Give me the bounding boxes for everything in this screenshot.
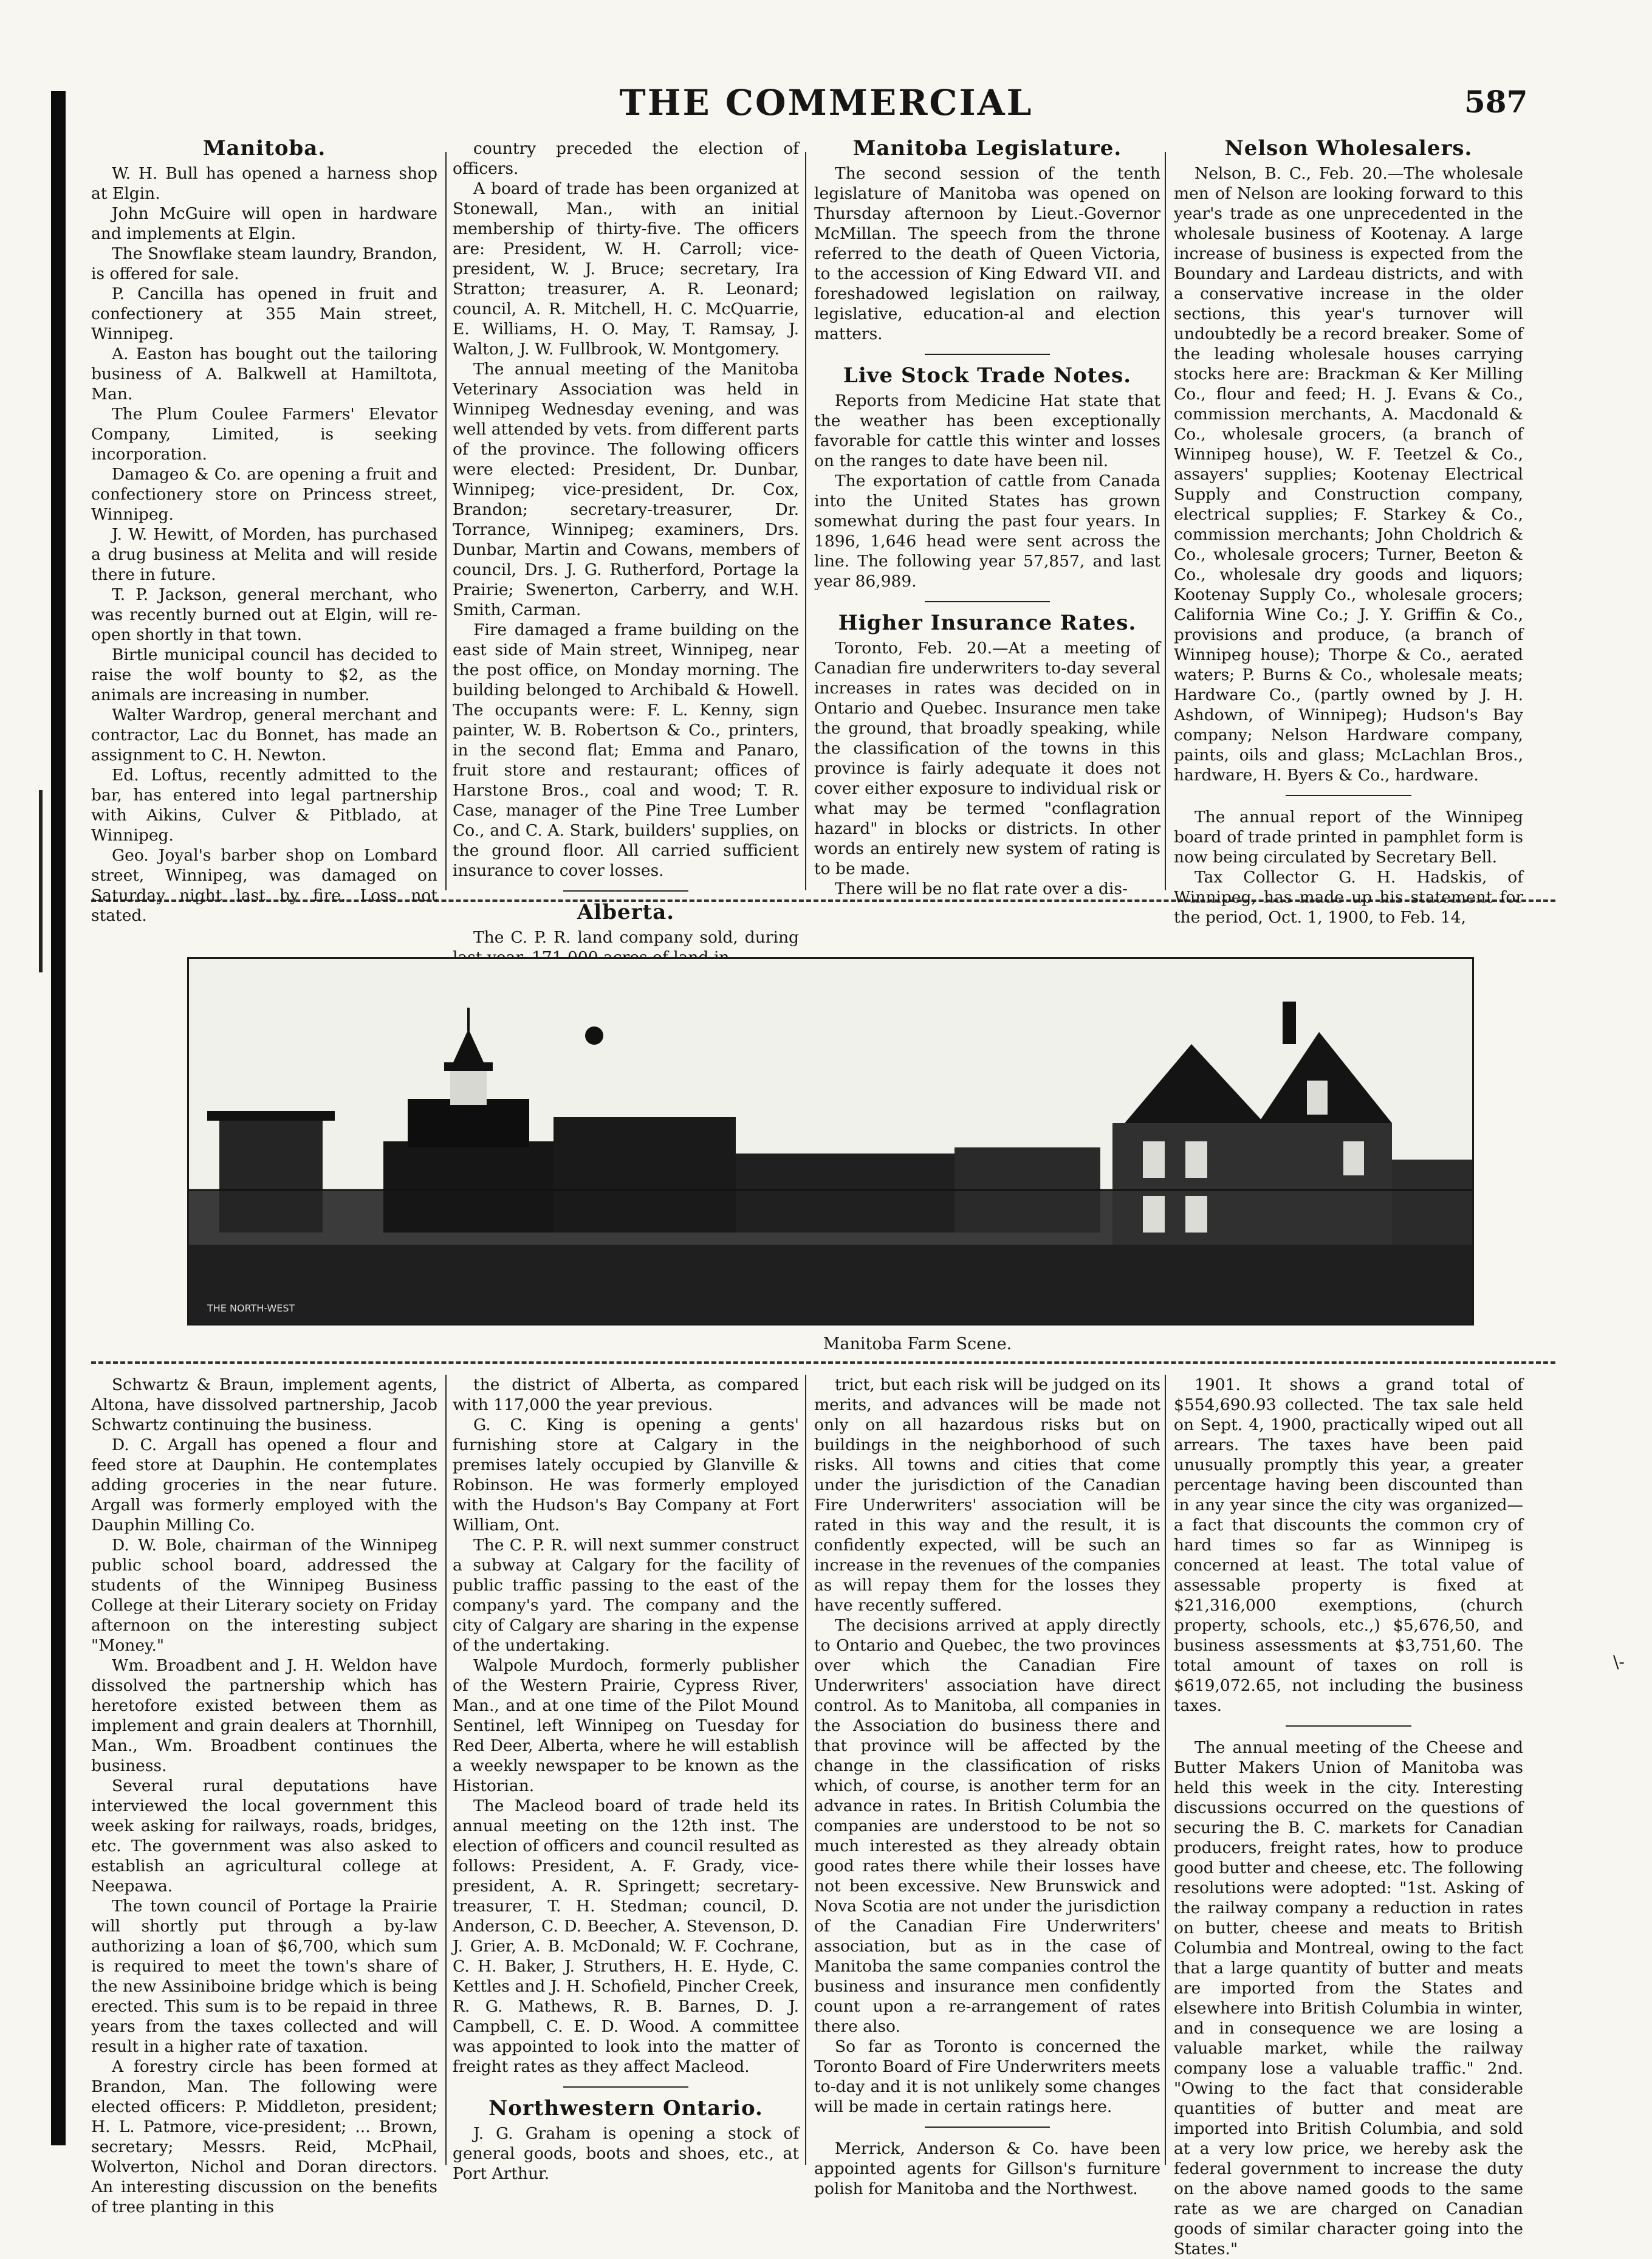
news-paragraph: Wm. Broadbent and J. H. Weldon have dissolved the partnership which has heretofore existed between them as implement and grain dealers at Thornhill, Man., Wm. Broadbent continues the business. — [91, 1656, 437, 1775]
photo-imprint: THE NORTH-WEST — [207, 1302, 295, 1314]
photo-caption: Manitoba Farm Scene. — [823, 1335, 1012, 1353]
article-column — [91, 1375, 437, 2216]
news-paragraph: D. W. Bole, chairman of the Winnipeg public school board, addressed the students of the Winnipeg Business College at their Literary society on Friday afternoon on the interesting subject "Money." — [91, 1536, 437, 1655]
news-paragraph: Toronto, Feb. 20.—At a meeting of Canadian fire underwriters to-day several increases in rates was decided on in Ontario and Quebec. Insurance men take the ground, that broadly speaking, while the classification of the towns in this province is fairly adequate it does not cover either exposure to individual risk or what may be termed "conflagration hazard" in blocks or districts. In other words an entirely new system of rating is to be made. — [814, 639, 1160, 878]
news-paragraph: J. W. Hewitt, of Morden, has purchased a drug business at Melita and will reside there in future. — [91, 525, 437, 584]
news-paragraph: Tax Collector G. H. Hadskis, of Winnipeg, has made up his statement for the period, Oct. 1, 1900, to Feb. 14, — [1174, 868, 1523, 927]
news-paragraph: P. Cancilla has opened in fruit and confectionery at 355 Main street, Winnipeg. — [91, 284, 437, 343]
news-paragraph: A board of trade has been organized at Stonewall, Man., with an initial membership of thirty-five. The officers are: President, W. H. Carroll; vice-president, W. J. Bruce; secretary, Ira Stratton; treasurer, A. R. Leonard; council, A. R. Mitchell, H. C. McQuarrie, E. Williams, H. O. May, T. Ramsay, J. Walton, J. W. Fullbrook, W. Montgomery. — [453, 179, 799, 359]
news-paragraph: Merrick, Anderson & Co. have been appointed agents for Gillson's furniture polish for Manitoba and the Northwest. — [814, 2139, 1160, 2198]
section-rule — [563, 890, 688, 892]
article-column — [1174, 1375, 1523, 2258]
news-paragraph: The C. P. R. land company sold, during — [473, 928, 799, 947]
news-paragraph: D. C. Argall has opened a flour and feed store at Dauphin. He contemplates adding groceries in the near future. Argall was formerly employed with the Dauphin Milling Co. — [91, 1436, 437, 1535]
news-paragraph: The C. P. R. will next summer construct a subway at Calgary for the facility of public traffic passing to the east of the company's yard. The company and the city of Calgary are sharing in the expense of the undertaking. — [453, 1536, 799, 1655]
news-paragraph: The Snowflake steam laundry, Brandon, is offered for sale. — [91, 244, 437, 283]
column-divider — [1165, 1375, 1166, 2165]
news-paragraph: Fire damaged a frame building on the east side of Main street, Winnipeg, near the post office, on Monday morning. The building belonged to Archibald & Howell. The occupants were: F. L. Kenny, sign painter, W. B. Robertson & Co., printers, in the second flat; Emma and Panaro, fruit store and restaurant; offices of Harstone Bros., coal and wood; T. R. Case, manager of the Pine Tree Lumber Co., and C. A. Stark, builders' supplies, on the ground floor. All carried sufficient insurance to cover losses. — [453, 621, 799, 880]
news-paragraph: Ed. Loftus, recently admitted to the bar, has entered into legal partnership with Aikins, Culver & Pitblado, at Winnipeg. — [91, 766, 437, 845]
news-paragraph: Several rural deputations have interviewed the local government this week asking for railways, roads, bridges, etc. The government was also asked to establish an agricultural college at Neepawa. — [91, 1776, 437, 1896]
news-paragraph: The Macleod board of trade held its annual meeting on the 12th inst. The election of officers and council resulted as follows: President, A. F. Grady, vice-president, A. R. Springett; secretary-treasurer, T. H. Stedman; council, D. Anderson, C. D. Beecher, A. Stevenson, D. J. Grier, A. B. McDonald; W. F. Cochrane, C. H. Baker, J. Struthers, H. E. Hyde, C. Kettles and J. H. Schofield, Pincher Creek, R. G. Mathews, R. B. Barnes, D. J. Campbell, C. E. D. Wood. A committee was appointed to look into the matter of freight rates as they affect Macleod. — [453, 1797, 799, 2076]
section-heading: Manitoba. — [202, 136, 326, 160]
running-title: THE COMMERCIAL — [619, 82, 1033, 123]
news-paragraph: The annual meeting of the Cheese and Butter Makers Union of Manitoba was held this week in the city. Interesting discussions occurred on the questions of securing the B. C. markets for Canadian producers, freight rates, how to produce good butter and cheese, etc. The following resolutions were adopted: "1st. Asking of the railway company a reduction in rates on butter, cheese and meats to British Columbia and Montreal, owing to the fact that a large quantity of butter and meats are imported from the States and elsewhere into British Columbia in winter, and in consequence we are losing a valuable market, while the railway company lose a valuable traffic." 2nd. "Owing to the fact that considerable quantities of butter and meat are imported into British Columbia, and sold at a very low price, we hereby ask the federal government to increase the duty on the above named goods to the same rate as we are charged on Canadian goods of similar character going into the States." — [1174, 1738, 1523, 2258]
section-rule — [925, 354, 1049, 355]
news-paragraph: A. Easton has bought out the tailoring business of A. Balkwell at Hamiltota, Man. — [91, 345, 437, 404]
article-column — [814, 1375, 1160, 2198]
news-paragraph: The Plum Coulee Farmers' Elevator Company, Limited, is seeking incorporation. — [91, 405, 437, 464]
section-heading: Nelson Wholesalers. — [1224, 136, 1473, 160]
news-paragraph: So far as Toronto is concerned the Toronto Board of Fire Underwriters meets to-day and it is not unlikely some changes will be made in certain ratings here. — [814, 2037, 1160, 2116]
news-paragraph: Geo. Joyal's barber shop on Lombard street, Winnipeg, was damaged on Saturday night last by fire. Loss not stated. — [91, 846, 437, 925]
article-column — [91, 136, 437, 925]
news-paragraph: Walpole Murdoch, formerly publisher of the Western Prairie, Cypress River, Man., and at one time of the Pilot Mound Sentinel, left Winnipeg on Tuesday for Red Deer, Alberta, where he will establish a weekly newspaper to be known as the Historian. — [453, 1656, 799, 1795]
news-paragraph: trict, but each risk will be judged on its merits, and advances will be made not only on all hazardous risks but on buildings in the neighborhood of such risks. All towns and cities that come under the jurisdiction of the Canadian Fire Underwriters' association will be rated in this way and the result, it is confidently expected, will be such an increase in the revenues of the companies as will repay them for the losses they have recently suffered. — [814, 1375, 1160, 1615]
news-paragraph: 1901. It shows a grand total of $554,690.93 collected. The tax sale held on Sept. 4, 1900, practically wiped out all arrears. The taxes have been paid unusually promptly this year, a greater percentage having been discounted than in any year since the city was organized—a fact that discounts the common cry of hard times so far as Winnipeg is concerned at least. The total value of assessable property is fixed at $21,316,000 exemptions, (church property, schools, etc.,) $5,676,50, and business assessments at $3,751,60. The total amount of taxes on roll is $619,072.65, not including the business taxes. — [1174, 1375, 1523, 1715]
margin-mark: \- — [1613, 1652, 1625, 1672]
section-rule — [563, 2086, 688, 2088]
news-paragraph: A forestry circle has been formed at Brandon, Man. The following were elected officers: P. Middleton, president; H. L. Patmore, vice-president; ... Brown, secretary; Messrs. Reid, McPhail, Wolverton, Nichol and Doran directors. An interesting discussion on the benefits of tree planting in this — [91, 2057, 437, 2216]
article-column — [814, 136, 1160, 898]
news-paragraph: Reports from Medicine Hat state that the weather has been exceptionally favorable for cattle this winter and losses on the ranges to date have been nil. — [814, 391, 1160, 470]
section-divider-bottom — [91, 1361, 1555, 1364]
news-paragraph: There will be no flat rate over a dis- — [835, 879, 1128, 898]
news-paragraph: Damageo & Co. are opening a fruit and confectionery store on Princess street, Winnipeg. — [91, 465, 437, 524]
news-paragraph: G. C. King is opening a gents' furnishing store at Calgary in the premises lately occupied by Glanville & Robinson. He was formerly employed with the Hudson's Bay Company at Fort William, Ont. — [453, 1415, 799, 1535]
section-heading: Live Stock Trade Notes. — [843, 363, 1132, 388]
news-paragraph: The second session of the tenth legislature of Manitoba was opened on Thursday afternoon by Lieut.-Governor McMillan. The speech from the throne referred to the death of Queen Victoria, to the accession of King Edward VII. and foreshadowed legislation on railway, legislative, education-al and election matters. — [814, 164, 1160, 343]
section-rule — [925, 601, 1049, 602]
news-paragraph: W. H. Bull has opened a harness shop at Elgin. — [91, 164, 437, 203]
news-paragraph: country preceded the election of officers. — [453, 139, 799, 178]
column-divider — [1165, 152, 1166, 890]
news-paragraph: Birtle municipal council has decided to raise the wolf bounty to $2, as the animals are increasing in number. — [91, 645, 437, 704]
news-paragraph: The town council of Portage la Prairie will shortly put through a by-law authorizing a loan of $6,700, which sum is required to meet the town's share of the new Assiniboine bridge which is being erected. This sum is to be repaid in three years from the taxes collected and will result in a higher rate of taxation. — [91, 1897, 437, 2056]
article-column — [1174, 136, 1523, 927]
column-divider — [445, 1375, 447, 2165]
section-rule — [1286, 1725, 1411, 1727]
news-paragraph: Nelson, B. C., Feb. 20.—The wholesale men of Nelson are looking forward to this year's trade as one unprecedented in the wholesale business of Kootenay. A large increase of business is expected from the Boundary and Lardeau districts, and with a conservative increase in the older sections, this year's turnover will undoubtedly be a record breaker. Some of the leading wholesale houses carrying stocks here are: Brackman & Ker Milling Co., flour and feed; H. J. Evans & Co., commission merchants, A. Macdonald & Co., wholesale grocers, (a branch of Winnipeg house), W. F. Teetzel & Co., assayers' supplies; Kootenay Electrical Supply and Construction company, electrical supplies; F. Starkey & Co., commission merchants; John Choldrich & Co., wholesale grocers; Turner, Beeton & Co., wholesale dry goods and liquors; Kootenay Supply Co., wholesale grocers; California Wine Co.; J. Y. Griffin & Co., provisions and produce, (a branch of Winnipeg house); Thorpe & Co., aerated waters; P. Burns & Co., wholesale meats; Hardware Co., (partly owned by J. H. Ashdown, of Winnipeg); Hudson's Bay company; Nelson Hardware company, paints, oils and glass; McLachlan Bros., hardware, H. Byers & Co., hardware. — [1174, 164, 1523, 785]
section-heading: Alberta. — [577, 900, 675, 924]
news-paragraph: T. P. Jackson, general merchant, who was recently burned out at Elgin, will re-open shortly in that town. — [91, 585, 437, 644]
news-paragraph: the district of Alberta, as compared with 117,000 the year previous. — [453, 1375, 799, 1414]
left-binding-edge — [51, 91, 66, 2145]
column-divider — [805, 1375, 806, 2165]
article-column — [453, 1375, 799, 2183]
column-divider — [445, 152, 447, 890]
news-paragraph: The exportation of cattle from Canada into the United States has grown somewhat during the past four years. In 1896, 1,646 head were sent across the line. The following year 57,857, and last year 86,989. — [814, 472, 1160, 591]
section-rule — [1286, 795, 1411, 796]
article-column — [453, 139, 799, 947]
news-paragraph: The annual report of the Winnipeg board of trade printed in pamphlet form is now being circulated by Secretary Bell. — [1174, 808, 1523, 867]
news-paragraph: The decisions arrived at apply directly to Ontario and Quebec, the two provinces over which the Canadian Fire Underwriters' association have direct control. As to Manitoba, all companies in the Association do business there and that province will be affected by the change in the classification of risks which, of course, is another term for an advance in rates. In British Columbia the companies are understood to be not so much interested as they already obtain good rates there while their losses have not been excessive. New Brunswick and Nova Scotia are not under the jurisdiction of the Canadian Fire Underwriters' association, but as in the case of Manitoba the same companies control the business and insurance men confidently count upon a re-arrangement of rates there also. — [814, 1616, 1160, 2036]
section-heading: Northwestern Ontario. — [488, 2096, 763, 2120]
news-paragraph: Walter Wardrop, general merchant and contractor, Lac du Bonnet, has made an assignment to C. H. Newton. — [91, 706, 437, 765]
farm-scene-photo — [187, 957, 1474, 1325]
news-paragraph: J. G. Graham is opening a stock of general goods, boots and shoes, etc., at Port Arthur. — [453, 2124, 799, 2183]
left-binding-line — [39, 790, 43, 972]
section-heading: Higher Insurance Rates. — [838, 611, 1137, 635]
news-paragraph: John McGuire will open in hardware and implements at Elgin. — [91, 204, 437, 243]
news-paragraph: The annual meeting of the Manitoba Veterinary Association was held in Winnipeg Wednesday evening, and was well attended by vets. from different parts of the province. The following officers were elected: President, Dr. Dunbar, Winnipeg; vice-president, Dr. Cox, Brandon; secretary-treasurer, Dr. Torrance, Winnipeg; examiners, Drs. Dunbar, Martin and Cowans, members of council, Drs. J. G. Rutherford, Portage la Prairie; Swenerton, Carberry, and W.H. Smith, Carman. — [453, 360, 799, 619]
news-paragraph: Schwartz & Braun, implement agents, Altona, have dissolved partnership, Jacob Schwartz continuing the business. — [91, 1375, 437, 1434]
section-heading: Manitoba Legislature. — [852, 136, 1122, 160]
column-divider — [805, 152, 806, 890]
page-number: 587 — [1464, 84, 1528, 120]
section-rule — [925, 2127, 1049, 2128]
